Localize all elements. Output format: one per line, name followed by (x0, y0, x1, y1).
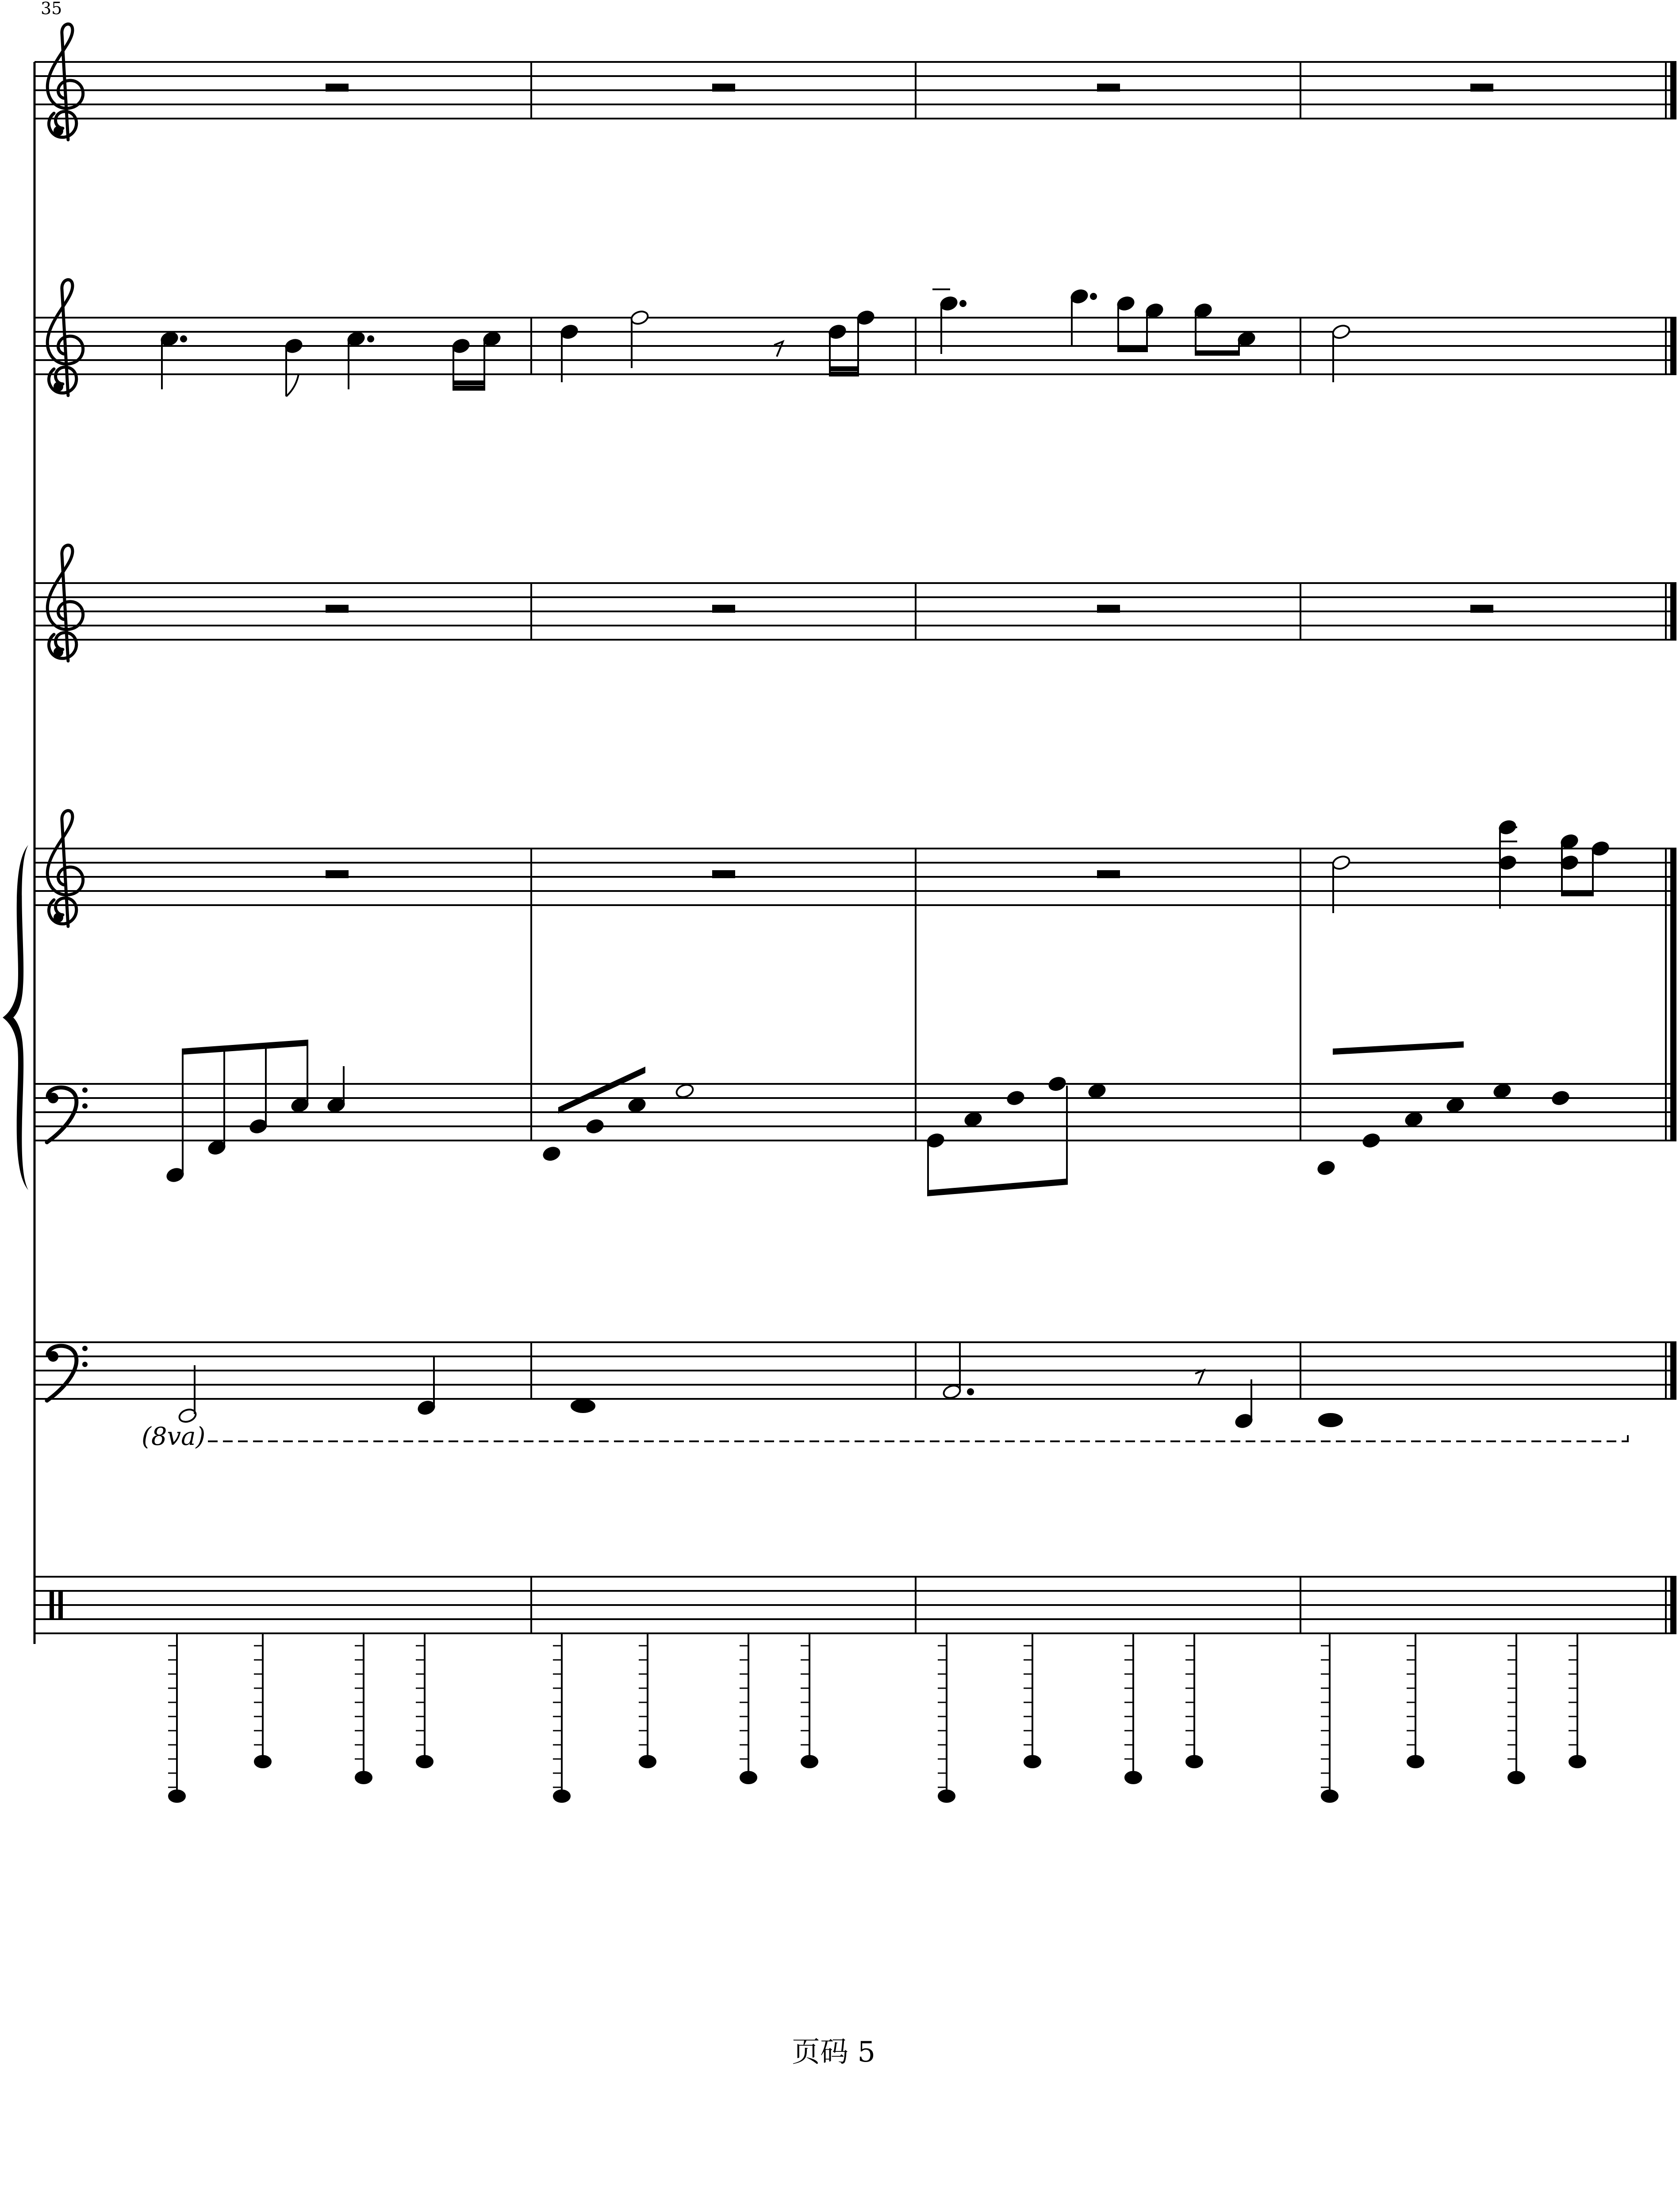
piano-left-hand (35, 1041, 1676, 1195)
treble-clef-icon (47, 810, 83, 926)
final-barline (1670, 318, 1676, 374)
bass-clef-icon (47, 1087, 88, 1142)
percussion-notes (168, 1633, 1585, 1802)
final-barline (1670, 62, 1676, 119)
staff-1 (35, 24, 1676, 140)
treble-clef-icon (47, 545, 83, 661)
treble-clef-icon (47, 280, 83, 396)
lh-arpeggios (166, 1041, 1570, 1195)
ottava-label: (8va) (142, 1422, 206, 1451)
bass-clef-icon (47, 1346, 88, 1401)
staff-2 (35, 280, 1676, 396)
piano-right-hand (35, 810, 1676, 1141)
piano-brace (3, 845, 28, 1190)
final-barline (1670, 1342, 1676, 1399)
bass-staff (35, 1341, 1676, 1451)
percussion-staff (35, 1577, 1676, 1802)
treble-clef-icon (47, 24, 83, 140)
page-number: 页码 5 (792, 2036, 876, 2069)
measure-number: 35 (41, 0, 62, 18)
staff-3 (35, 545, 1676, 661)
final-barline (1670, 1577, 1676, 1633)
final-barline (1670, 583, 1676, 640)
melody-notes (160, 288, 1351, 396)
rh-bar4-notes (1331, 819, 1610, 913)
